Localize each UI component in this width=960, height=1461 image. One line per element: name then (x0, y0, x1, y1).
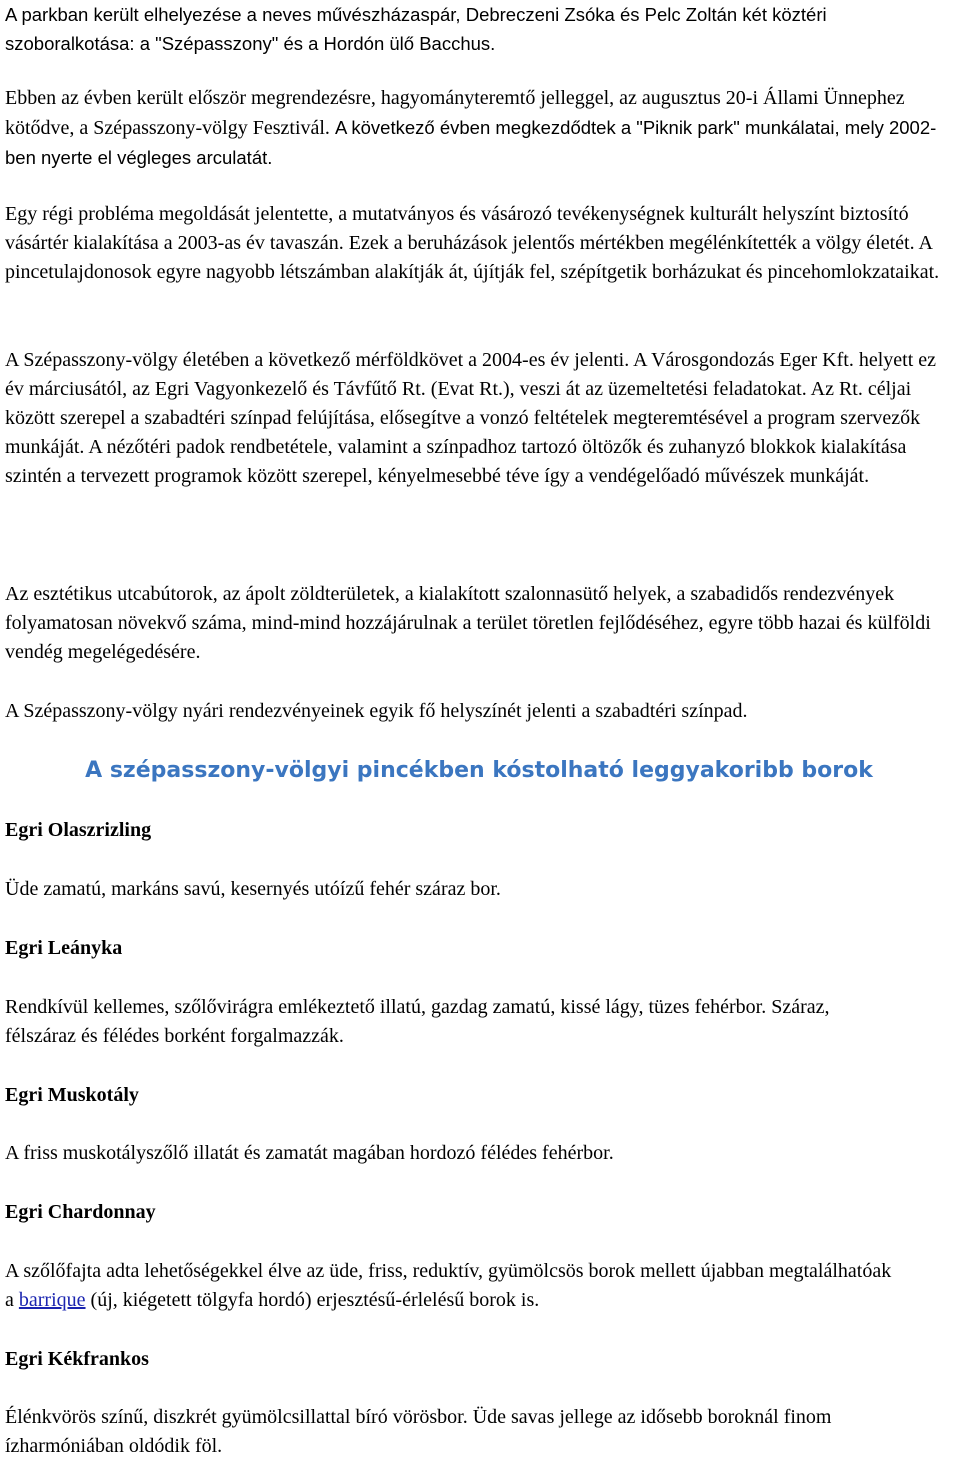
wine-desc-chardonnay-after: (új, kiégetett tölgyfa hordó) erjesztésű-érlelésű borok is. (85, 1289, 540, 1311)
paragraph-sculptures (5, 0, 945, 58)
wine-desc-muskotaly: A friss muskotályszőlő illatát és zamatát magában hordozó félédes fehérbor. (5, 1142, 614, 1164)
barrique-link[interactable]: barrique (18, 1289, 86, 1311)
paragraph-fairground-text: Egy régi probléma megoldását jelentette, a mutatványos és vásározó tevékenységnek kulturált helyszínt biztosító vásártér kialakítása a 2003-as év tavaszán. (5, 203, 909, 254)
wine-name-kekfrankos: Egri Kékfrankos (5, 1348, 149, 1370)
wine-desc-chardonnay (5, 1257, 905, 1315)
wine-name-chardonnay: Egri Chardonnay (5, 1201, 156, 1223)
wine-name-olaszrizling: Egri Olaszrizling (5, 819, 152, 841)
paragraph-festival-text: Ebben az évben került először megrendezésre, hagyományteremtő jelleggel, az augusztus 20-i Állami Ünnephez kötődve, a Szépasszony-völgy Fesztivál. (5, 87, 905, 139)
wine-desc-olaszrizling: Üde zamatú, markáns savú, kesernyés utóízű fehér száraz bor. (5, 878, 501, 900)
wine-desc-kekfrankos: Élénkvörös színű, diszkrét gyümölcsillattal bíró vörösbor. Üde savas jellege az idősebb boroknál finom ízharmóniában oldódik föl. (5, 1406, 832, 1457)
wine-desc-chardonnay-before: A szőlőfajta adta lehetőségekkel élve az üde, friss, reduktív, gyümölcsös borok mellett újabban megtalálhatóak a (5, 1260, 892, 1311)
paragraph-investments-text: Ezek a beruházások jelentős mértékben megélénkítették a völgy életét. (348, 232, 919, 254)
paragraph-milestone-2004: A Szépasszony-völgy életében a következő mérföldkövet a 2004-es év jelenti. A Városgondozás Eger Kft. helyett ez év márciusától, az Egri Vagyonkezelő és Távfűtő Rt. (Evat Rt.), veszi át az üzemeltetési feladatokat. Az Rt. céljai között szerepel a szabadtéri színpad felújítása, elősegítve a vonzó feltételek megteremtésével a program szervezők munkáját. A nézőtéri padok rendbetétele, valamint a színpadhoz tartozó öltözők és zuhanyzó blokkok kialakítása szintén a tervezett programok között szerepel, kényelmesebbé téve így a vendégelőadó művészek munkáját. (5, 349, 937, 487)
paragraph-piknik-text: A következő évben megkezdődtek a "Piknik park" munkálatai, mely 2002-ben nyerte el végleges arculatát. (5, 117, 937, 168)
wine-desc-leanyka: Rendkívül kellemes, szőlővirágra emlékeztető illatú, gazdag zamatú, kissé lágy, tüzes fehérbor. Száraz, félszáraz és félédes borként forgalmazzák. (5, 996, 830, 1047)
paragraph-fairground (5, 200, 953, 287)
wine-name-leanyka: Egri Leányka (5, 937, 123, 959)
paragraph-cellar-owners-text: A pincetulajdonosok egyre nagyobb létszámban alakítják át, újítják fel, szépítgetik borházukat és pincehomlokzataikat. (5, 232, 940, 283)
paragraph-sculptures-text: A parkban került elhelyezése a neves művészházaspár, Debreczeni Zsóka és Pelc Zoltán két köztéri szoboralkotása: a "Szépasszony" és a Hordón ülő Bacchus. (5, 4, 827, 54)
section-heading-wines: A szépasszony-völgyi pincékben kóstolható leggyakoribb borok (85, 758, 873, 783)
paragraph-open-air-stage: A Szépasszony-völgy nyári rendezvényeinek egyik fő helyszínét jelenti a szabadtéri színpad. (5, 700, 748, 722)
paragraph-street-furniture: Az esztétikus utcabútorok, az ápolt zöldterületek, a kialakított szalonnasütő helyek, a szabadidős rendezvények folyamatosan növekvő száma, mind-mind hozzájárulnak a terület töretlen fejlődéséhez, egyre több hazai és külföldi vendég megelégedésére. (5, 583, 931, 663)
wine-name-muskotaly: Egri Muskotály (5, 1084, 139, 1106)
paragraph-festival (5, 84, 953, 173)
